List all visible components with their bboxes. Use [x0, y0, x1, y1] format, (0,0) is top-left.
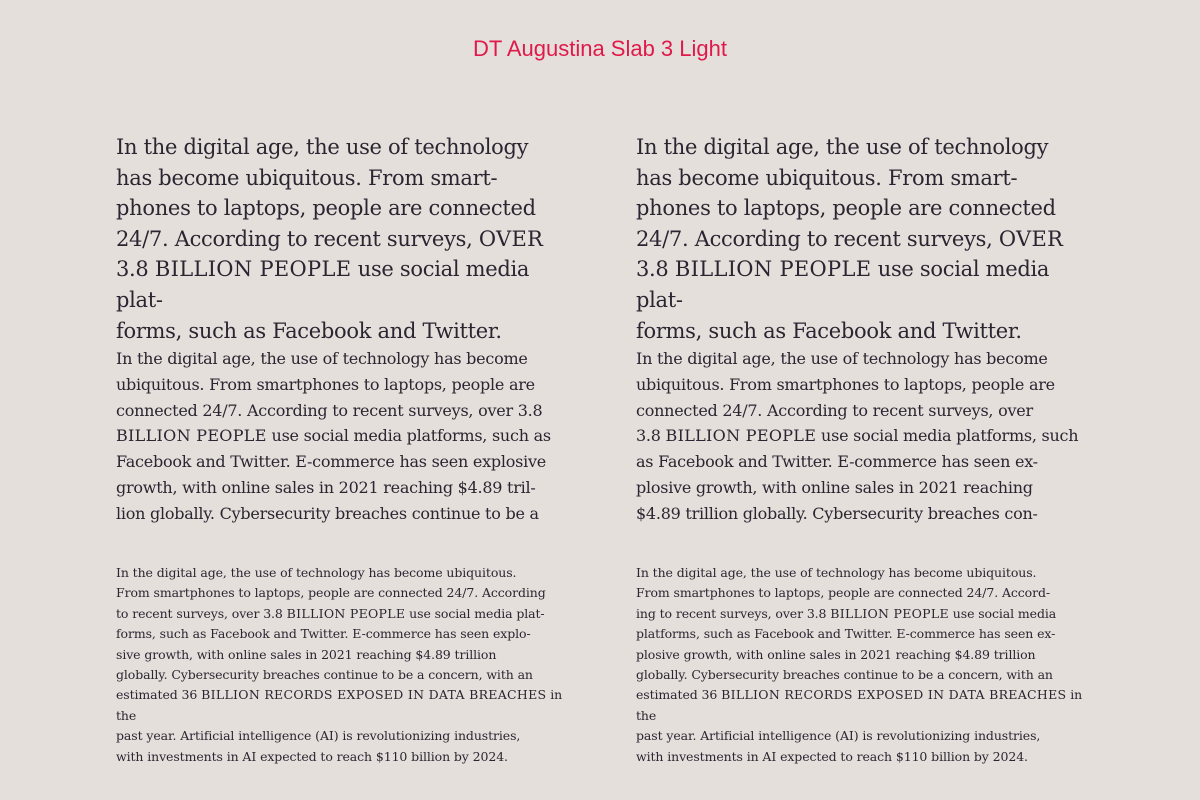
- text-line: as Facebook and Twitter. E-commerce has seen ex-: [636, 452, 1038, 472]
- text-line: $4.89 trillion globally. Cybersecurity breaches con-: [636, 503, 1038, 523]
- text-line: growth, with online sales in 2021 reaching $4.89 tril-: [116, 477, 536, 497]
- text-line: In the digital age, the use of technology has become: [636, 349, 1048, 368]
- specimen-title: DT Augustina Slab 3 Light: [473, 36, 727, 61]
- text-line: connected 24/7. According to recent surveys, over 3.8: [116, 400, 543, 420]
- text-line: 3.8 BILLION PEOPLE use social media plat-: [116, 257, 530, 312]
- specimen-left-small: [116, 563, 576, 767]
- text-line: estimated 36 BILLION RECORDS EXPOSED IN DATA BREACHES in the: [116, 687, 563, 723]
- small-caps-text: BILLION PEOPLE: [830, 605, 949, 621]
- text-line: In the digital age, the use of technology has become ubiquitous.: [116, 565, 517, 580]
- text-line: From smartphones to laptops, people are connected 24/7. According: [116, 585, 546, 601]
- specimen-right-medium: [636, 346, 1096, 527]
- text-line: connected 24/7. According to recent surveys, over: [636, 400, 1033, 420]
- text-line: 24/7. According to recent surveys, OVER: [116, 226, 544, 251]
- text-line: In the digital age, the use of technology: [636, 135, 1049, 159]
- text-line: Facebook and Twitter. E-commerce has seen explosive: [116, 452, 546, 472]
- small-caps-text: OVER: [998, 226, 1064, 251]
- text-line: 3.8 BILLION PEOPLE use social media plat-: [636, 257, 1050, 312]
- small-caps-text: BILLION PEOPLE: [116, 426, 267, 446]
- text-line: globally. Cybersecurity breaches continue to be a concern, with an: [116, 667, 533, 683]
- small-caps-text: OVER: [478, 226, 544, 251]
- small-caps-text: BILLION PEOPLE: [286, 605, 406, 621]
- specimen-right-large: [636, 132, 1096, 346]
- small-caps-text: BILLION RECORDS EXPOSED IN DATA BREACHES: [201, 687, 547, 703]
- text-line: with investments in AI expected to reach $110 billion by 2024.: [636, 748, 1028, 764]
- text-line: globally. Cybersecurity breaches continue to be a concern, with an: [636, 667, 1053, 683]
- text-line: has become ubiquitous. From smart-: [636, 165, 1018, 190]
- text-line: In the digital age, the use of technology has become: [116, 349, 528, 368]
- text-line: plosive growth, with online sales in 2021 reaching $4.89 trillion: [636, 646, 1036, 662]
- specimen-left-medium: [116, 346, 576, 527]
- text-line: past year. Artificial intelligence (AI) is revolutionizing industries,: [636, 728, 1041, 744]
- text-line: ubiquitous. From smartphones to laptops, people are: [636, 374, 1055, 394]
- text-line: estimated 36 BILLION RECORDS EXPOSED IN DATA BREACHES in the: [636, 687, 1083, 723]
- text-line: plosive growth, with online sales in 2021 reaching: [636, 477, 1033, 497]
- text-line: phones to laptops, people are connected: [116, 196, 536, 221]
- text-line: 3.8 BILLION PEOPLE use social media platforms, such: [636, 426, 1079, 446]
- text-line: with investments in AI expected to reach $110 billion by 2024.: [116, 748, 508, 764]
- text-line: ubiquitous. From smartphones to laptops, people are: [116, 374, 535, 394]
- text-line: sive growth, with online sales in 2021 reaching $4.89 trillion: [116, 646, 497, 662]
- specimen-right-small: [636, 563, 1096, 767]
- text-line: In the digital age, the use of technology: [116, 135, 529, 159]
- text-line: 24/7. According to recent surveys, OVER: [636, 226, 1064, 251]
- small-caps-text: BILLION RECORDS EXPOSED IN DATA BREACHES: [721, 687, 1067, 703]
- text-line: forms, such as Facebook and Twitter.: [636, 318, 1022, 343]
- small-caps-text: BILLION PEOPLE: [665, 426, 817, 446]
- text-line: ing to recent surveys, over 3.8 BILLION PEOPLE use social media: [636, 605, 1057, 621]
- text-line: has become ubiquitous. From smart-: [116, 165, 498, 190]
- text-line: In the digital age, the use of technology has become ubiquitous.: [636, 565, 1037, 580]
- text-line: BILLION PEOPLE use social media platforms, such as: [116, 426, 551, 446]
- text-line: phones to laptops, people are connected: [636, 196, 1056, 221]
- text-line: platforms, such as Facebook and Twitter. E-commerce has seen ex-: [636, 626, 1056, 642]
- specimen-left-large: [116, 132, 576, 346]
- small-caps-text: BILLION PEOPLE: [674, 257, 872, 282]
- text-line: lion globally. Cybersecurity breaches continue to be a: [116, 503, 539, 523]
- text-line: forms, such as Facebook and Twitter.: [116, 318, 502, 343]
- text-line: past year. Artificial intelligence (AI) is revolutionizing industries,: [116, 728, 521, 744]
- small-caps-text: BILLION PEOPLE: [154, 257, 352, 282]
- text-line: to recent surveys, over 3.8 BILLION PEOPLE use social media plat-: [116, 605, 545, 621]
- text-line: forms, such as Facebook and Twitter. E-commerce has seen explo-: [116, 626, 531, 642]
- text-line: From smartphones to laptops, people are connected 24/7. Accord-: [636, 585, 1051, 601]
